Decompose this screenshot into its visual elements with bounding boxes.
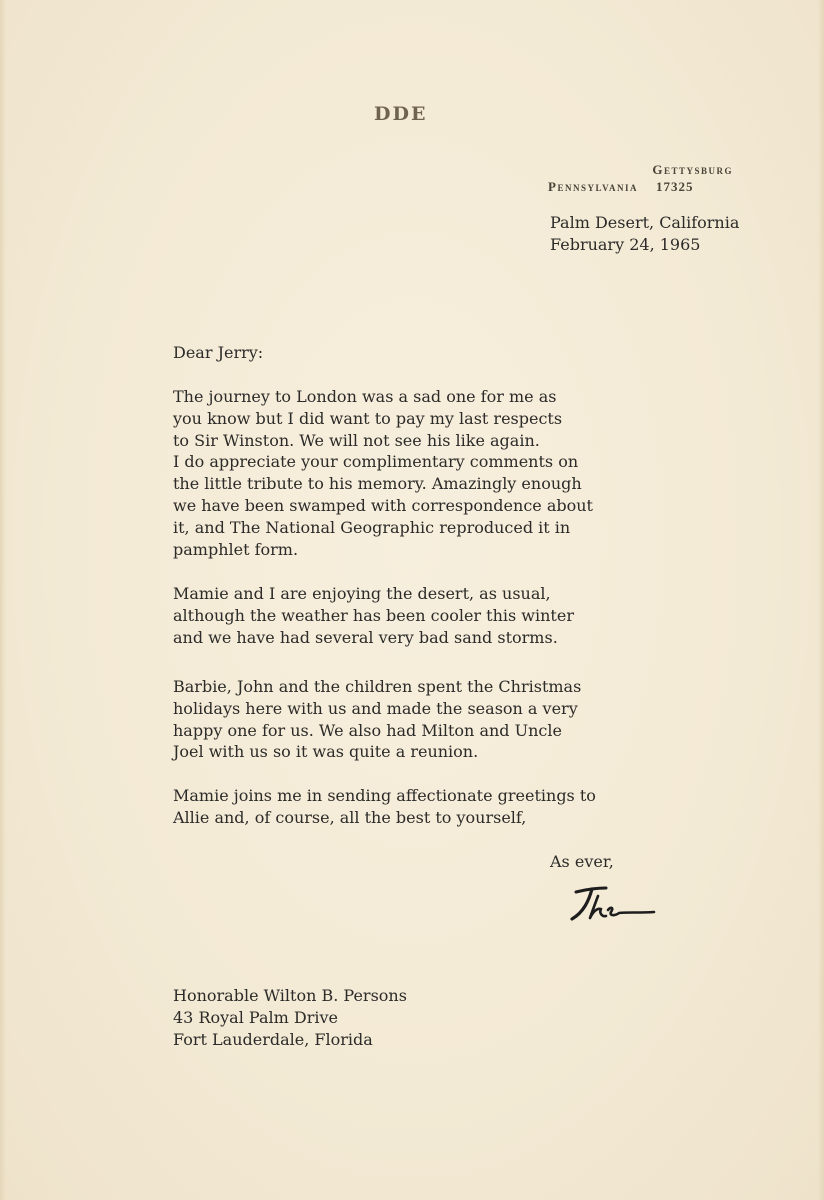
body-line: Mamie joins me in sending affectionate greetings to xyxy=(173,786,596,805)
body-line: it, and The National Geographic reproduced it in xyxy=(173,517,571,537)
body-line: you know but I did want to pay my last respects xyxy=(173,408,563,428)
body-line: holidays here with us and made the season a very xyxy=(173,698,578,718)
body-line: although the weather has been cooler this winter xyxy=(173,605,574,625)
body-line: happy one for us. We also had Milton and Uncle xyxy=(173,720,562,740)
letterhead-monogram: DDE xyxy=(374,103,428,125)
body-line: The journey to London was a sad one for me as xyxy=(173,387,557,406)
recipient-address xyxy=(173,985,407,1050)
paragraph-3 xyxy=(173,676,581,763)
body-line: we have been swamped with correspondence about xyxy=(173,495,593,515)
letterhead-state-line xyxy=(548,178,748,196)
letterhead-address xyxy=(548,162,748,196)
body-line: Allie and, of course, all the best to yourself, xyxy=(173,807,527,827)
letterhead-state: Pennsylvania xyxy=(548,179,638,194)
paper-edge-right xyxy=(818,0,824,1200)
body-line: Joel with us so it was quite a reunion. xyxy=(173,742,479,762)
body-line: and we have had several very bad sand storms. xyxy=(173,627,558,647)
letterhead-zip: 17325 xyxy=(655,179,694,194)
body-line: Mamie and I are enjoying the desert, as usual, xyxy=(173,584,551,603)
letterhead-city: Gettysburg xyxy=(652,162,733,177)
body-line: the little tribute to his memory. Amazingly enough xyxy=(173,474,582,494)
signature-ike xyxy=(562,882,662,926)
address-city: Fort Lauderdale, Florida xyxy=(173,1029,373,1049)
dateline-date: February 24, 1965 xyxy=(550,234,701,254)
body-line: I do appreciate your complimentary comments on xyxy=(173,452,579,472)
paragraph-1 xyxy=(173,386,593,560)
paragraph-4 xyxy=(173,785,596,829)
dateline-place: Palm Desert, California xyxy=(550,213,740,232)
salutation: Dear Jerry: xyxy=(173,343,264,362)
paper-edge-left xyxy=(0,0,6,1200)
body-line: pamphlet form. xyxy=(173,539,299,559)
address-name: Honorable Wilton B. Persons xyxy=(173,986,407,1005)
closing: As ever, xyxy=(550,852,614,871)
paragraph-2 xyxy=(173,583,574,648)
body-line: Barbie, John and the children spent the Christmas xyxy=(173,677,582,696)
address-street: 43 Royal Palm Drive xyxy=(173,1007,338,1027)
body-line: to Sir Winston. We will not see his like again. xyxy=(173,430,540,450)
dateline xyxy=(550,212,739,256)
